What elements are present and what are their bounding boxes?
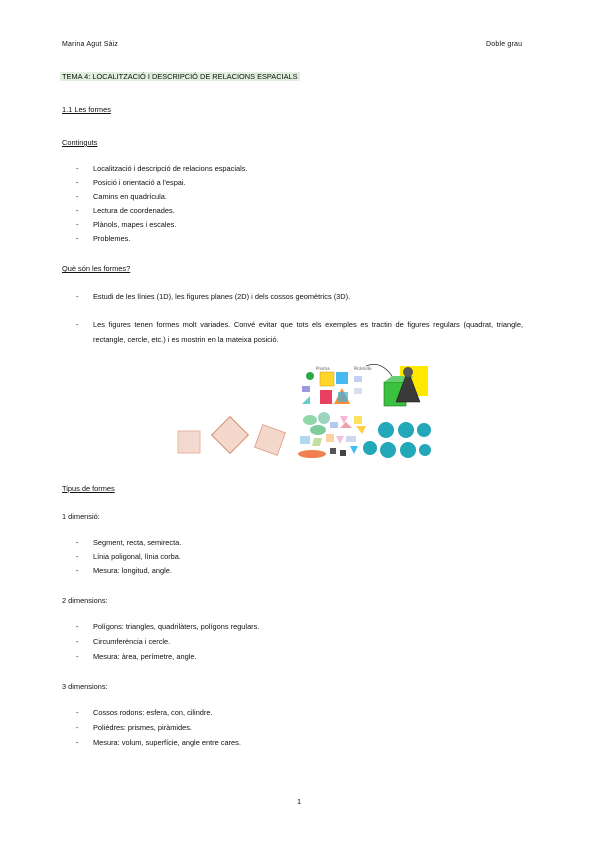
list-item-text: Mesura: volum, superfície, angle entre cares. bbox=[93, 738, 241, 747]
list-item-text: Posició i orientació a l'espai. bbox=[93, 178, 186, 187]
list-item-text: Línia poligonal, línia corba. bbox=[93, 552, 181, 561]
section-heading-1-1: 1.1 Les formes bbox=[62, 105, 111, 114]
list-item-text: Cossos rodons: esfera, con, cilindre. bbox=[93, 708, 213, 717]
list-item-text: Estudi de les línies (1D), les figures planes (2D) i dels cossos geomètrics (3D). bbox=[93, 292, 351, 301]
svg-text:Prisma: Prisma bbox=[316, 366, 330, 371]
tipus-heading: Tipus de formes bbox=[62, 484, 115, 493]
dimension-3-heading: 3 dimensions: bbox=[62, 682, 108, 691]
cylinder-shape bbox=[320, 390, 332, 404]
list-dash: - bbox=[76, 320, 79, 329]
header-degree: Doble grau bbox=[486, 41, 523, 48]
page-title bbox=[60, 72, 300, 82]
continguts-heading: Continguts bbox=[62, 138, 98, 147]
rotated-squares-illustration bbox=[172, 412, 297, 462]
dimension-1-heading: 1 dimensió: bbox=[62, 512, 100, 521]
tilted-square-shape bbox=[255, 425, 286, 456]
page-number: 1 bbox=[297, 797, 302, 806]
list-item-text: Segment, recta, semirecta. bbox=[93, 538, 182, 547]
list-item-text: Localització i descripció de relacions espacials. bbox=[93, 164, 248, 173]
list-item-text: Polièdres: prismes, piràmides. bbox=[93, 723, 192, 732]
list-item-text: Problemes. bbox=[93, 234, 131, 243]
orange-oval-shape bbox=[298, 450, 326, 458]
list-item-text: Mesura: longitud, angle. bbox=[93, 566, 172, 575]
teal-circle-shape bbox=[378, 422, 394, 438]
page-title-text: TEMA 4: LOCALITZACIÓ I DESCRIPCIÓ DE RELACIONS ESPACIALS bbox=[62, 72, 298, 81]
teal-circle-shape bbox=[363, 441, 377, 455]
sphere-shape bbox=[306, 372, 314, 380]
header-author: Marina Agut Sàiz bbox=[62, 41, 119, 48]
diamond-shape bbox=[212, 417, 249, 454]
teal-circle-shape bbox=[398, 422, 414, 438]
list-item-text: Mesura: àrea, perímetre, angle. bbox=[93, 652, 197, 661]
list-item-text: Plànols, mapes i escales. bbox=[93, 220, 177, 229]
list-item-text: Camins en quadrícula. bbox=[93, 192, 167, 201]
list-item-text: Lectura de coordenades. bbox=[93, 206, 175, 215]
teal-circle-shape bbox=[417, 423, 431, 437]
list-item-text: Polígons: triangles, quadrilàters, polígons regulars. bbox=[93, 622, 260, 631]
teal-circle-shape bbox=[419, 444, 431, 456]
geometric-figures-collage bbox=[296, 362, 432, 464]
svg-text:Pirámide: Pirámide bbox=[354, 366, 372, 371]
list-item-text: Circumferència i cercle. bbox=[93, 637, 171, 646]
que-son-heading: Què són les formes? bbox=[62, 264, 131, 273]
teal-circle-shape bbox=[380, 442, 396, 458]
que-son-paragraph: Les figures tenen formes molt variades. Convé evitar que tots els exemples es tractin de figures regulars (quadrat, triangle, rectangle, cercle, etc.) i es mostrin en la mateixa posició. bbox=[93, 320, 523, 344]
teal-circle-shape bbox=[400, 442, 416, 458]
dimension-2-heading: 2 dimensions: bbox=[62, 596, 108, 605]
square-shape bbox=[178, 431, 200, 453]
